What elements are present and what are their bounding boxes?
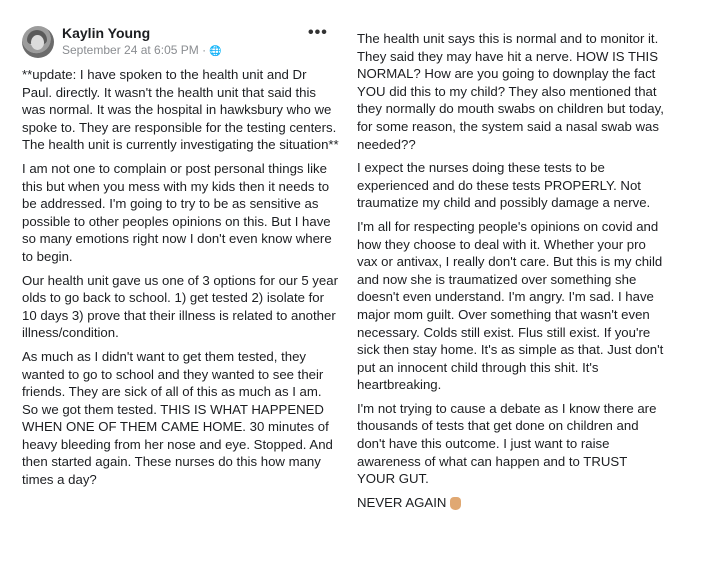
post-paragraph: I expect the nurses doing these tests to be experienced and do these tests PROPERLY. Not traumatize my child and possibly damage a nerve. xyxy=(357,160,651,211)
post-body-left xyxy=(22,66,340,495)
author-name[interactable]: Kaylin Young xyxy=(62,25,151,41)
post-body-right xyxy=(357,30,665,517)
post-paragraph: **update: I have spoken to the health unit and Dr Paul. directly. It wasn't the health unit that said this was normal. It was the hospital in hawksbury who we spoke to. They are responsible for the testing centers. The health unit is currently investigating the situation** xyxy=(22,67,339,153)
post-paragraph: As much as I didn't want to get them tested, they wanted to go to school and they wanted to see their friends. They are sick of all of this as much as I am. So we got them tested. THIS IS WHAT HAPPENED WHEN ONE OF THEM CAME HOME. 30 minutes of heavy bleeding from her nose and eye. Stopped. And then started again. These nurses do this how many times a day? xyxy=(22,348,333,488)
post-timestamp[interactable]: September 24 at 6:05 PM xyxy=(62,43,199,57)
closing-text: NEVER AGAIN xyxy=(357,494,447,510)
post-paragraph: I'm all for respecting people's opinions on covid and how they choose to deal with it. Whether your pro vax or antivax, I really don't care. But this is my child and now she is traumatized over something she doesn't even understand. I'm angry. I'm sad. I have major mom guilt. Over something that wasn't even necessary. Colds still exist. Flus still exist. If you're sick then stay home. It's as simple as that. Just don't put an innocent child through this shit. It's heartbreaking. xyxy=(357,218,664,393)
post-meta xyxy=(62,43,222,57)
post-paragraph: I'm not trying to cause a debate as I know there are thousands of tests that get done on children and don't have this outcome. I just want to raise awareness of what can happen and to TRUST YOUR GUT. xyxy=(357,400,657,487)
post-header xyxy=(22,24,342,60)
raised-hand-icon xyxy=(450,497,461,510)
meta-separator: · xyxy=(198,43,210,57)
post-paragraph: I am not one to complain or post personal things like this but when you mess with my kids then it needs to be addressed. I'm going to try to be as sensitive as possible to other peoples opinions on this. But I have so many emotions right now I don't even know where to begin. xyxy=(22,160,332,264)
avatar[interactable] xyxy=(22,26,54,58)
post-paragraph: Our health unit gave us one of 3 options for our 5 year olds to go back to school. 1) get tested 2) isolate for 10 days 3) prove that their illness is related to another illness/condition. xyxy=(22,272,338,341)
closing-line xyxy=(357,494,665,512)
more-horizontal-icon[interactable]: ••• xyxy=(308,24,328,41)
avatar-face xyxy=(31,35,44,50)
post-paragraph: The health unit says this is normal and to monitor it. They said they may have hit a nerve. HOW IS THIS NORMAL? How are you going to downplay the fact YOU did this to my child? They also mentioned that they normally do mouth swabs on children but today, for some reason, the system said a nasal swab was needed?? xyxy=(357,31,664,152)
globe-icon: 🌐 xyxy=(209,46,222,57)
